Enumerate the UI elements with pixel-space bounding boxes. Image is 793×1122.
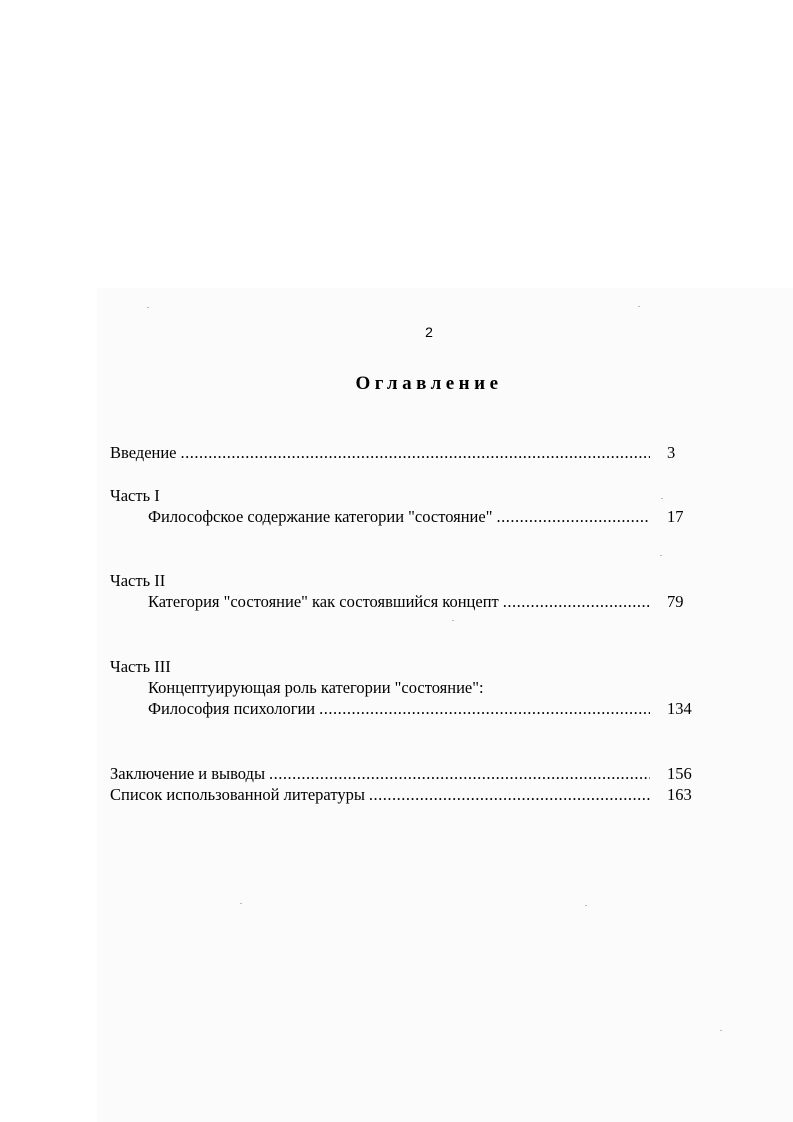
- toc-entry-part2[interactable]: [148, 592, 650, 612]
- toc-entry-references[interactable]: [110, 785, 650, 805]
- dot-leader: [503, 592, 650, 612]
- scan-speck: [147, 307, 149, 308]
- toc-page-number: 3: [667, 443, 676, 462]
- toc-page-number: 17: [667, 507, 684, 526]
- dot-leader: [269, 764, 650, 784]
- dot-leader: [319, 699, 650, 719]
- toc-page-number: 156: [667, 764, 692, 783]
- page-title: Оглавление: [355, 373, 503, 394]
- scan-speck: [240, 903, 242, 904]
- toc-page-number: 163: [667, 785, 692, 804]
- toc-entry-label: Заключение и выводы: [110, 764, 266, 783]
- toc-entry-label: Философское содержание категории "состояние": [148, 507, 493, 526]
- toc-entry-label: Список использованной литературы: [110, 785, 365, 804]
- scan-speck: [661, 498, 663, 499]
- toc-entry-label: Философия психологии: [148, 699, 316, 718]
- scan-speck: [452, 620, 454, 621]
- page-number: 2: [425, 324, 433, 340]
- toc-entry-part1[interactable]: [148, 507, 650, 527]
- toc-page-number: 134: [667, 699, 692, 718]
- toc-entry-label: Введение: [110, 443, 177, 462]
- part-heading: Часть I: [110, 486, 160, 505]
- dot-leader: [181, 443, 650, 463]
- toc-entry-conclusion[interactable]: [110, 764, 650, 784]
- toc-entry-line: Концептуирующая роль категории "состояние":: [148, 678, 484, 697]
- part-heading: Часть II: [110, 571, 166, 590]
- scan-speck: [660, 555, 662, 556]
- scan-speck: [720, 1030, 722, 1031]
- dot-leader: [496, 507, 650, 527]
- part-heading: Часть III: [110, 657, 171, 676]
- scan-speck: [585, 905, 587, 906]
- toc-entry-intro[interactable]: [110, 443, 650, 463]
- dot-leader: [369, 785, 650, 805]
- toc-page-number: 79: [667, 592, 684, 611]
- toc-entry-label: Категория "состояние" как состоявшийся концепт: [148, 592, 499, 611]
- scan-speck: [638, 306, 640, 307]
- toc-entry-part3[interactable]: [148, 699, 650, 719]
